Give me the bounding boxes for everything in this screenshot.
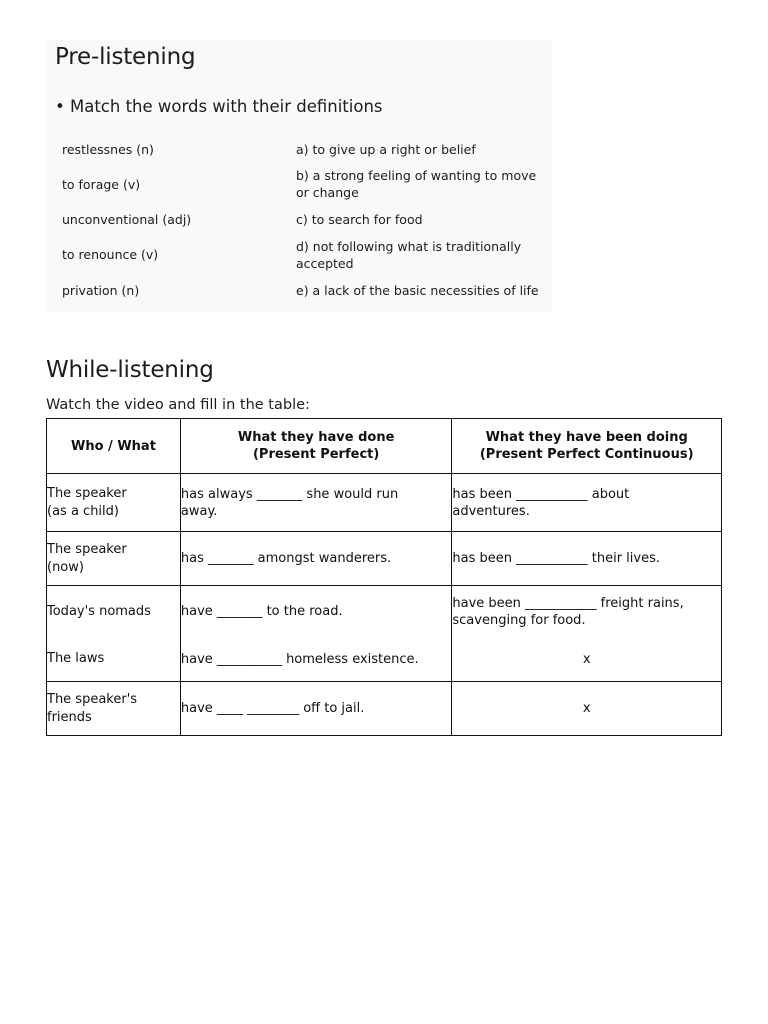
vocab-word: to renounce (v) [62, 247, 159, 262]
vocab-definition: a) to give up a right or belief [296, 142, 476, 157]
header-done-tense: (Present Perfect) [252, 447, 380, 462]
fill-in-table [46, 418, 722, 736]
row-doing: have been ___________ freight rains, scavenging for food. [452, 586, 722, 638]
row-who: The speaker (as a child) [47, 474, 181, 532]
row-doing: has been ___________ their lives. [452, 532, 722, 586]
pre-listening-instruction: • Match the words with their definitions [55, 97, 383, 116]
while-listening-instruction: Watch the video and fill in the table: [46, 397, 310, 413]
vocab-word: restlessnes (n) [62, 142, 154, 157]
row-who: Today's nomads [47, 586, 181, 638]
row-who: The laws [47, 638, 181, 682]
row-done: has _______ amongst wanderers. [180, 532, 451, 586]
header-doing-tense: (Present Perfect Continuous) [479, 447, 694, 462]
row-done: have __________ homeless existence. [180, 638, 451, 682]
header-done-label: What they have done [237, 430, 395, 445]
vocab-definition: e) a lack of the basic necessities of life [296, 283, 539, 298]
row-doing: has been ___________ about adventures. [452, 474, 722, 532]
row-done: have ____ ________ off to jail. [180, 682, 451, 736]
vocab-word: privation (n) [62, 283, 140, 298]
vocab-definition: b) a strong feeling of wanting to move or change [296, 168, 537, 200]
vocab-definition: c) to search for food [296, 212, 423, 227]
row-done: has always _______ she would run away. [180, 474, 451, 532]
header-doing-label: What they have been doing [485, 430, 688, 445]
row-who: The speaker's friends [47, 682, 181, 736]
header-doing [452, 419, 722, 474]
row-who: The speaker (now) [47, 532, 181, 586]
table-row [47, 474, 722, 532]
vocab-definition: d) not following what is traditionally accepted [296, 239, 522, 271]
table-row [47, 532, 722, 586]
pre-listening-title: Pre-listening [55, 44, 196, 70]
vocab-word: unconventional (adj) [62, 212, 192, 227]
row-doing: x [452, 682, 722, 736]
table-row [47, 682, 722, 736]
row-doing: x [452, 638, 722, 682]
header-who-what: Who / What [47, 419, 181, 474]
row-done: have _______ to the road. [180, 586, 451, 638]
while-listening-title: While-listening [46, 357, 214, 383]
vocab-word: to forage (v) [62, 177, 141, 192]
table-header-row [47, 419, 722, 474]
table-row [47, 586, 722, 638]
header-done [180, 419, 451, 474]
table-row [47, 638, 722, 682]
